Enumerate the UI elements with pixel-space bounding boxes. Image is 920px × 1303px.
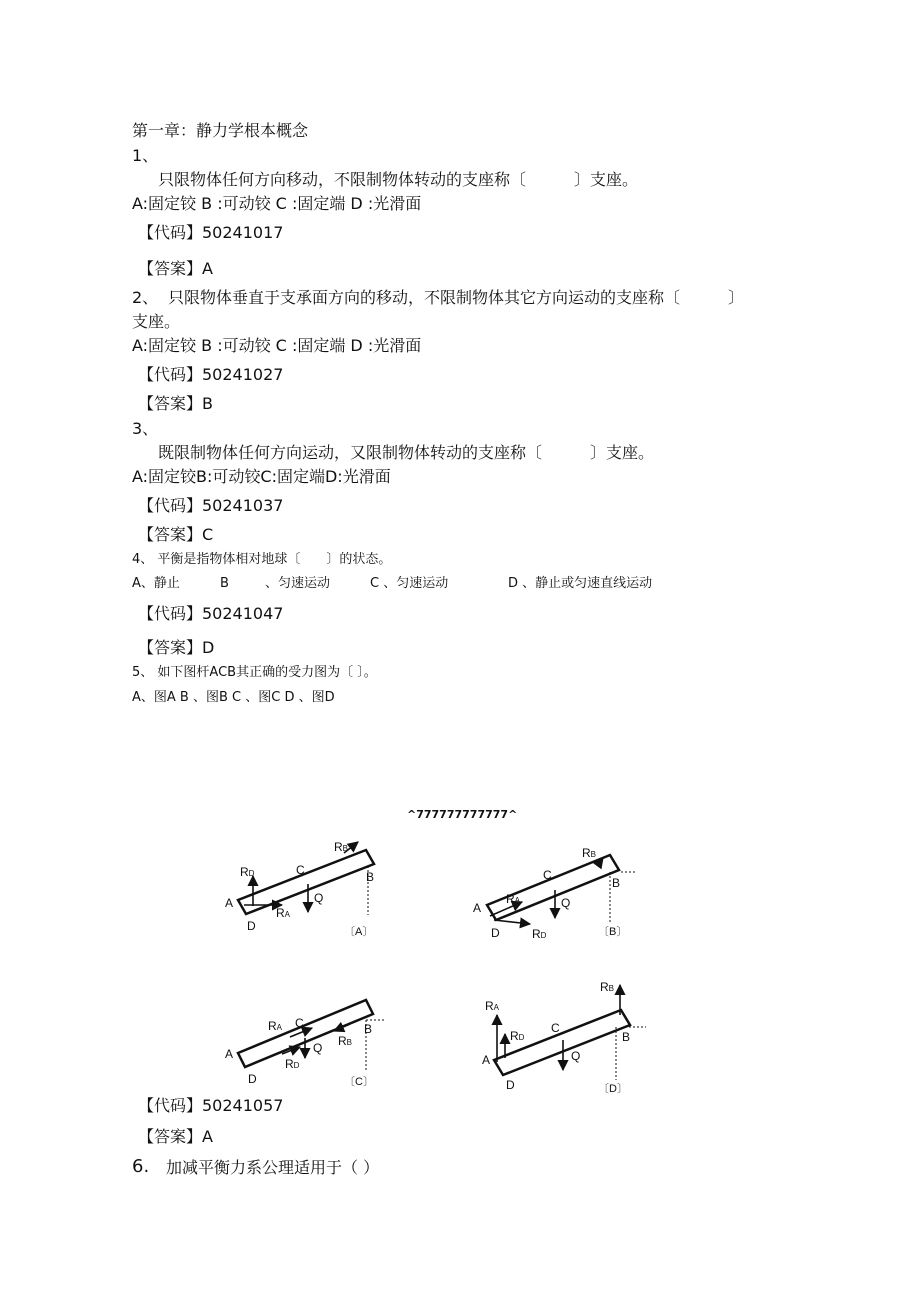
q3-number: 3、 bbox=[132, 419, 159, 438]
q3-code: 【代码】50241037 bbox=[138, 496, 284, 515]
label-b-a: B bbox=[366, 870, 375, 884]
label-d-a: D bbox=[247, 919, 256, 933]
label-q-b: Q bbox=[561, 896, 571, 910]
label-b-b: B bbox=[612, 876, 621, 890]
q1-text: 只限物体任何方向移动，不限制物体转动的支座称〔 〕支座。 bbox=[158, 170, 639, 189]
q4-code: 【代码】50241047 bbox=[138, 604, 284, 623]
label-rb-a: RB bbox=[334, 840, 349, 854]
figure-caption: ^777777777777^ bbox=[407, 808, 518, 821]
caption-d: 〔D〕 bbox=[598, 1083, 628, 1095]
label-d-b: D bbox=[491, 926, 500, 940]
label-b-c: B bbox=[364, 1022, 373, 1036]
q4-text: 4、 平衡是指物体相对地球〔 〕的状态。 bbox=[132, 552, 392, 567]
arrow-rd-b bbox=[494, 920, 530, 924]
caption-b: 〔B〕 bbox=[598, 926, 628, 938]
q1-answer: 【答案】A bbox=[138, 259, 213, 278]
q4-option-c: C 、匀速运动 bbox=[370, 576, 449, 591]
q5-answer: 【答案】A bbox=[138, 1127, 213, 1146]
q2-number: 2、 bbox=[132, 288, 159, 307]
q2-code: 【代码】50241027 bbox=[138, 365, 284, 384]
label-c-d: C bbox=[551, 1021, 560, 1035]
label-rb-d: RB bbox=[600, 980, 615, 994]
chapter-title: 第一章：静力学根本概念 bbox=[132, 121, 309, 140]
q5-text: 5、 如下图杆ACB其正确的受力图为〔 〕。 bbox=[132, 665, 377, 680]
label-rd-c: RD bbox=[285, 1057, 300, 1071]
q1-options: A:固定铰 B :可动铰 C :固定端 D :光滑面 bbox=[132, 194, 422, 213]
q6-number: 6. bbox=[132, 1156, 150, 1177]
label-a-d: A bbox=[482, 1053, 491, 1067]
q2-answer: 【答案】B bbox=[138, 394, 213, 413]
q2-text-cont: 支座。 bbox=[132, 312, 181, 331]
q4-option-a: A、静止 bbox=[132, 576, 180, 591]
label-rd-a: RD bbox=[240, 865, 255, 879]
label-q-a: Q bbox=[314, 891, 324, 905]
label-b-d: B bbox=[622, 1030, 631, 1044]
label-rd-b: RD bbox=[532, 927, 547, 941]
label-q-c: Q bbox=[313, 1041, 323, 1055]
label-ra-b: RA bbox=[506, 892, 521, 906]
q4-option-d: D 、静止或匀速直线运动 bbox=[508, 576, 653, 591]
q5-options: A、图A B 、图B C 、图C D 、图D bbox=[132, 690, 335, 705]
q3-options: A:固定铰B:可动铰C:固定端D:光滑面 bbox=[132, 467, 391, 486]
figure-d bbox=[482, 980, 646, 1095]
q2-options: A:固定铰 B :可动铰 C :固定端 D :光滑面 bbox=[132, 336, 422, 355]
q6-text: 加减平衡力系公理适用于（ ） bbox=[166, 1158, 380, 1177]
label-ra-d: RA bbox=[485, 999, 500, 1013]
label-c-a: C bbox=[296, 863, 305, 877]
caption-c: 〔C〕 bbox=[344, 1076, 374, 1088]
label-rb-c: RB bbox=[338, 1034, 353, 1048]
label-d-c: D bbox=[248, 1072, 257, 1086]
label-rb-b: RB bbox=[582, 846, 597, 860]
q4-option-b-text: 、匀速运动 bbox=[265, 576, 331, 591]
q4-answer: 【答案】D bbox=[138, 638, 215, 657]
label-a-a: A bbox=[225, 896, 234, 910]
bar-b bbox=[487, 855, 619, 920]
arrow-rb-c bbox=[334, 1024, 350, 1031]
label-rd-d: RD bbox=[510, 1029, 525, 1043]
q1-number: 1、 bbox=[132, 146, 159, 165]
figure-a bbox=[225, 840, 374, 938]
label-c-b: C bbox=[543, 868, 552, 882]
figure-c bbox=[225, 1000, 384, 1088]
label-c-c: C bbox=[295, 1016, 304, 1030]
label-ra-c: RA bbox=[268, 1019, 283, 1033]
label-ra-a: RA bbox=[276, 906, 291, 920]
q3-text: 既限制物体任何方向运动，又限制物体转动的支座称〔 〕支座。 bbox=[158, 443, 655, 462]
figure-b bbox=[473, 846, 636, 941]
q5-code: 【代码】50241057 bbox=[138, 1096, 284, 1115]
label-q-d: Q bbox=[571, 1049, 581, 1063]
label-a-b: A bbox=[473, 901, 482, 915]
q2-text: 只限物体垂直于支承面方向的移动，不限制物体其它方向运动的支座称〔 〕 bbox=[168, 288, 745, 307]
q1-code: 【代码】50241017 bbox=[138, 223, 284, 242]
label-d-d: D bbox=[506, 1078, 515, 1092]
label-a-c: A bbox=[225, 1047, 234, 1061]
caption-a: 〔A〕 bbox=[344, 926, 374, 938]
q3-answer: 【答案】C bbox=[138, 525, 214, 544]
q4-option-b: B bbox=[220, 576, 229, 591]
